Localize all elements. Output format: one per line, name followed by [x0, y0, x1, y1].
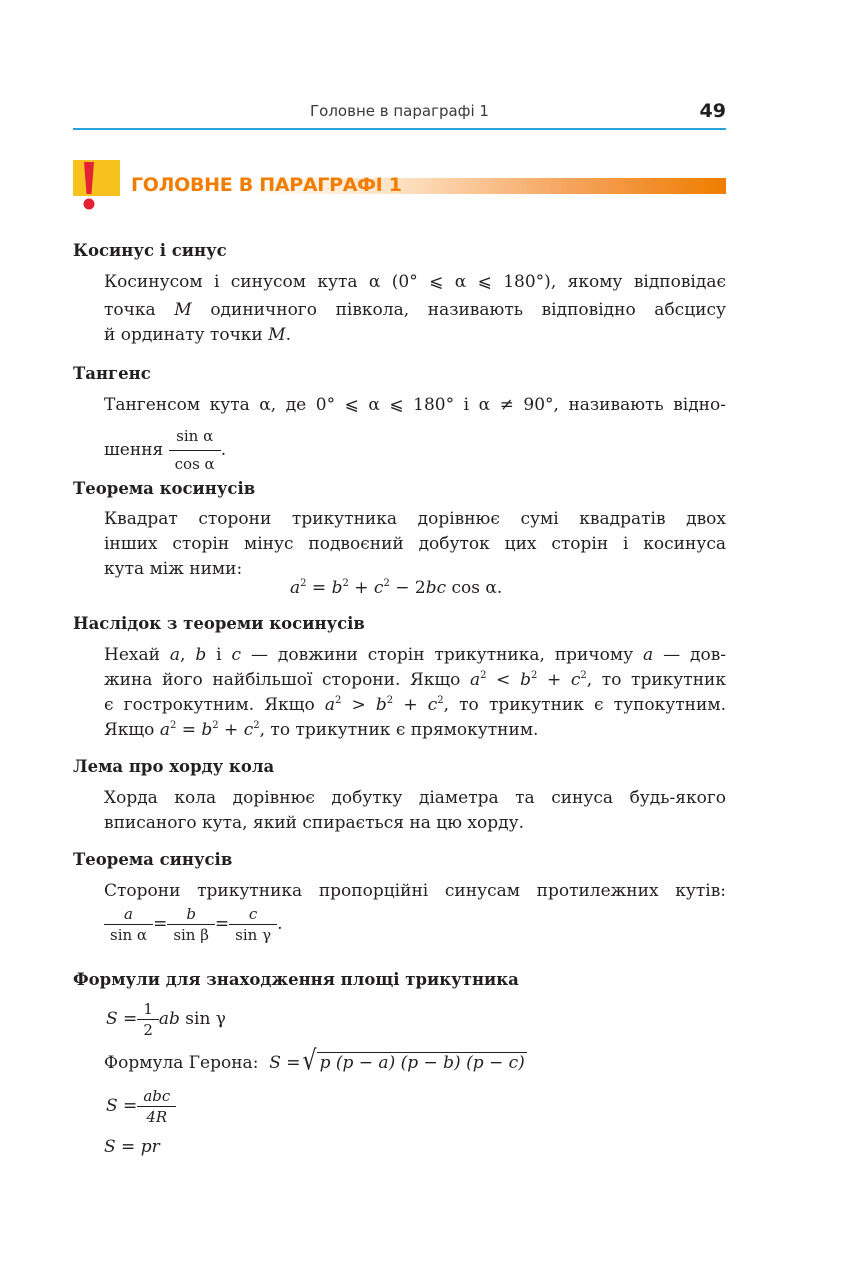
para-chord-lemma — [104, 786, 726, 836]
para-tangent — [104, 393, 726, 477]
fraction: $\frac{\text{abc}}{4R}$ — [137, 1087, 176, 1126]
fraction: $\frac{b}{\text{sin β}}$ — [167, 905, 215, 944]
heading-chord-lemma: Лема про хорду кола — [73, 757, 275, 776]
text-line: кута між ними: — [104, 559, 243, 579]
formula-sin-theorem: $\frac{a}{\text{sin α}}$ = $\frac{b}{\text{sin β}}$ = $\frac{c}{\text{sin γ}}$ . — [104, 905, 282, 944]
running-header — [73, 100, 726, 130]
para-cos-sin — [104, 270, 726, 348]
banner-title: ГОЛОВНЕ В ПАРАГРАФІ 1 — [131, 174, 402, 196]
formula-area-inradius: S = pr — [104, 1137, 160, 1157]
fraction: $\frac{a}{\text{sin α}}$ — [104, 905, 153, 944]
text-line: є гострокутним. Якщо $a^2 > b^2 + c^2$, то трикутник є тупокутним. — [104, 695, 726, 715]
fraction: $\frac{c}{\text{sin γ}}$ — [229, 905, 277, 944]
text-line: й ординату точки M. — [104, 325, 291, 345]
formula-cos-theorem: $a^2 = b^2 + c^2 - 2bc$ cos α. — [290, 578, 503, 598]
para-corollary — [104, 643, 726, 743]
text-line: Хорда кола дорівнює добутку діаметра та синуса будь-якого — [104, 788, 726, 808]
text-line: точка M одиничного півкола, називають відповідно абсцису — [104, 300, 726, 320]
fraction: $\frac{\text{sin α}}{\text{cos α}}$ — [169, 424, 221, 477]
text-line: Якщо $a^2 = b^2 + c^2$, то трикутник є прямокутним. — [104, 720, 539, 740]
heading-sin-theorem: Теорема синусів — [73, 850, 233, 869]
formula-heron: Формула Герона: S =√ p (p − a) (p − b) (p − c) — [104, 1045, 525, 1078]
text-line: жина його найбільшої сторони. Якщо $a^2 < b^2 + c^2$, то трикутник — [104, 670, 726, 690]
header-rule — [73, 128, 726, 130]
text-line: Квадрат сторони трикутника дорівнює сумі квадратів двох — [104, 509, 726, 529]
exclamation-icon — [73, 160, 120, 216]
heading-area: Формули для знаходження площі трикутника — [73, 970, 519, 989]
heading-cos-sin: Косинус і синус — [73, 241, 227, 260]
sqrt-icon: √ — [302, 1045, 317, 1078]
heading-corollary: Наслідок з теореми косинусів — [73, 614, 365, 633]
text-line: Косинусом і синусом кута α (0° ⩽ α ⩽ 180°), якому відповідає — [104, 272, 726, 292]
text-line: шення $\frac{\text{sin α}}{\text{cos α}}$ . — [104, 424, 726, 477]
heading-cos-theorem: Теорема косинусів — [73, 479, 256, 498]
formula-area-sine: S = $\frac{1}{2}$ ab sin γ — [106, 1000, 226, 1039]
text-line: Нехай a, b і c — довжини сторін трикутника, причому a — дов- — [104, 645, 727, 665]
para-cos-theorem — [104, 507, 726, 582]
text-line: інших сторін мінус подвоєний добуток цих сторін і косинуса — [104, 534, 726, 554]
formula-area-circumradius: S = $\frac{\text{abc}}{4R}$ — [106, 1087, 176, 1126]
heading-tangent: Тангенс — [73, 364, 151, 383]
fraction: $\frac{1}{2}$ — [137, 1000, 159, 1039]
text-line: Тангенсом кута α, де 0° ⩽ α ⩽ 180° і α ≠ 90°, називають відно- — [104, 395, 726, 415]
running-title: Головне в параграфі 1 — [310, 102, 489, 120]
section-banner — [73, 160, 726, 215]
page-number: 49 — [699, 100, 726, 122]
text-line: вписаного кута, який спирається на цю хорду. — [104, 813, 525, 833]
para-sin-theorem — [104, 879, 726, 904]
text-line: Сторони трикутника пропорційні синусам протилежних кутів: — [104, 881, 726, 901]
